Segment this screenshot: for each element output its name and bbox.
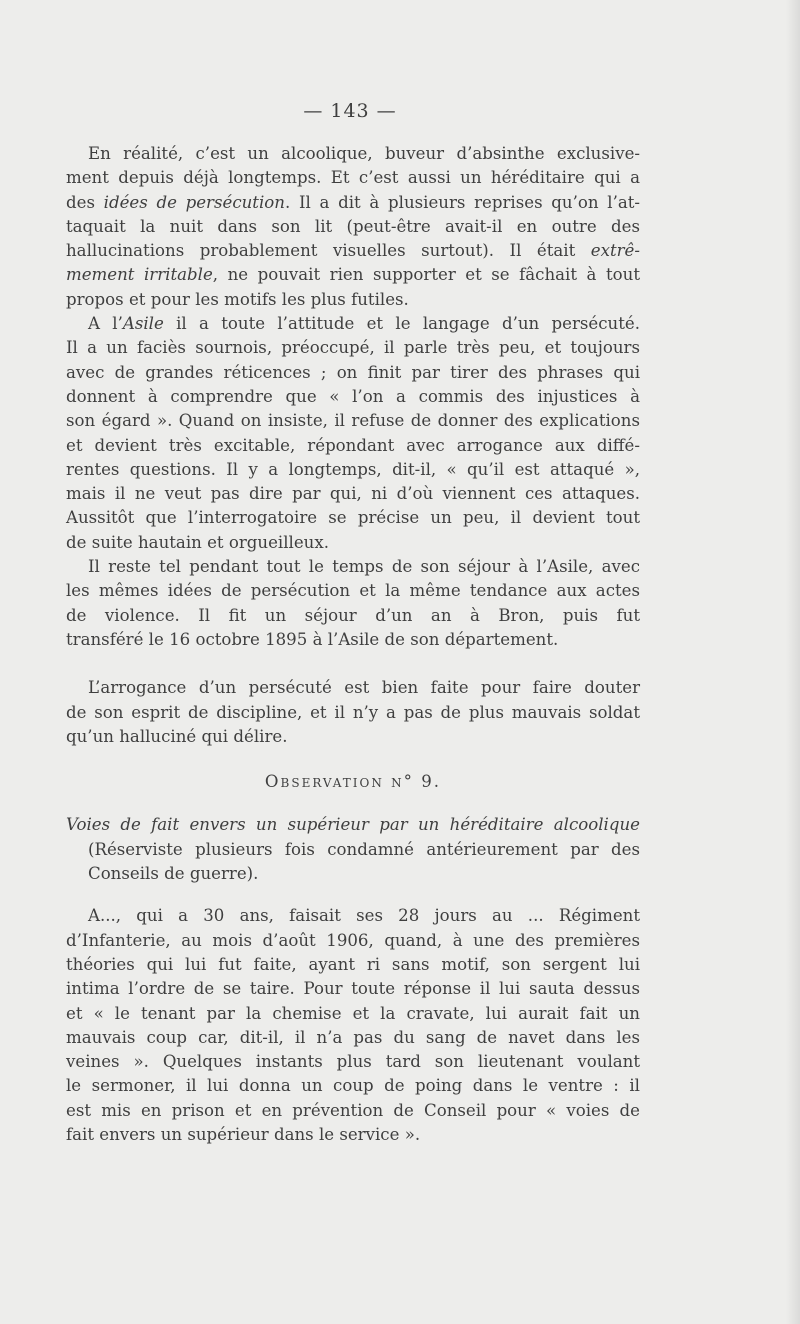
paragraph-gap	[66, 652, 640, 676]
text-line: Aussitôt que l’interrogatoire se précise un peu, il devient tout	[66, 508, 640, 528]
text-line: Conseils de guerre).	[88, 864, 259, 884]
paragraph-3	[66, 555, 640, 652]
paragraph-1	[66, 142, 640, 312]
text-line: le sermoner, il lui donna un coup de poing dans le ventre : il	[66, 1076, 640, 1096]
text-line: les mêmes idées de persécution et la même tendance aux actes	[66, 581, 640, 601]
text-line: donnent à comprendre que « l’on a commis des injustices à	[66, 386, 640, 406]
text-line: de son esprit de discipline, et il n’y a pas de plus mauvais soldat	[66, 702, 640, 722]
text-line: mauvais coup car, dit-il, il n’a pas du sang de navet dans les	[66, 1027, 640, 1047]
page-body	[66, 142, 640, 1147]
text-line: des idées de persécution. Il a dit à plusieurs reprises qu’on l’at-	[66, 192, 641, 212]
text-line: hallucinations probablement visuelles surtout). Il était extrê-	[66, 241, 640, 261]
text-line: A l’Asile il a toute l’attitude et le langage d’un persécuté.	[88, 314, 640, 334]
text-line: d’Infanterie, au mois d’août 1906, quand, à une des premières	[66, 930, 640, 950]
text-line: est mis en prison et en prévention de Conseil pour « voies de	[66, 1100, 640, 1120]
text-line: et devient très excitable, répondant avec arrogance aux diffé-	[66, 435, 640, 455]
observation-heading: Observation n° 9.	[264, 772, 442, 792]
text-line: rentes questions. Il y a longtemps, dit-il, « qu’il est attaqué »,	[66, 459, 640, 479]
text-line: avec de grandes réticences ; on finit par tirer des phrases qui	[66, 362, 640, 382]
text-line: veines ». Quelques instants plus tard son lieutenant voulant	[66, 1052, 640, 1072]
paragraph-4	[66, 676, 640, 749]
text-line: qu’un halluciné qui délire.	[66, 726, 288, 746]
text-line: fait envers un supérieur dans le service ».	[66, 1124, 421, 1144]
text-line: L’arrogance d’un persécuté est bien faite pour faire douter	[88, 678, 640, 698]
text-line: propos et pour les motifs les plus futiles.	[66, 289, 409, 309]
text-line	[66, 813, 640, 837]
text-line: théories qui lui fut faite, ayant ri sans motif, son sergent lui	[66, 954, 640, 974]
text-line: En réalité, c’est un alcoolique, buveur d’absinthe exclusive-	[88, 144, 640, 163]
text-line: Il a un faciès sournois, préoccupé, il parle très peu, et toujours	[66, 338, 640, 358]
italic-text: Voies de fait envers un supérieur par un héréditaire alcoolique	[66, 815, 640, 835]
text-line: son égard ». Quand on insiste, il refuse de donner des explications	[66, 411, 640, 431]
text-line: mement irritable, ne pouvait rien supporter et se fâchait à tout	[66, 265, 640, 285]
paragraph-2	[66, 312, 640, 555]
italic-text: Asile	[122, 314, 164, 334]
text-line: taquait la nuit dans son lit (peut-être avait-il en outre des	[66, 216, 640, 236]
italic-text: idées de persécution	[103, 192, 285, 212]
observation-title	[66, 813, 640, 886]
italic-text: extrê-	[590, 241, 640, 261]
text-line: A..., qui a 30 ans, faisait ses 28 jours au ... Régiment	[88, 906, 640, 926]
text-line: mais il ne veut pas dire par qui, ni d’où viennent ces attaques.	[66, 484, 640, 504]
text-line: intima l’ordre de se taire. Pour toute réponse il lui sauta dessus	[66, 979, 640, 999]
text-line: et « le tenant par la chemise et la cravate, lui aurait fait un	[66, 1003, 640, 1023]
paragraph-5	[66, 904, 640, 1147]
text-line: (Réserviste plusieurs fois condamné antérieurement par des	[88, 839, 640, 859]
text-line: ment depuis déjà longtemps. Et c’est aussi un héréditaire qui a	[66, 168, 640, 188]
text-line: transféré le 16 octobre 1895 à l’Asile de son département.	[66, 629, 559, 649]
text-line: Il reste tel pendant tout le temps de son séjour à l’Asile, avec	[88, 557, 640, 577]
paragraph-gap	[66, 886, 640, 904]
text-line: de suite hautain et orgueilleux.	[66, 532, 329, 552]
italic-text: mement irritable	[66, 265, 213, 285]
page-number: — 143 —	[303, 100, 397, 122]
text-line: de violence. Il fit un séjour d’un an à Bron, puis fut	[66, 605, 640, 625]
